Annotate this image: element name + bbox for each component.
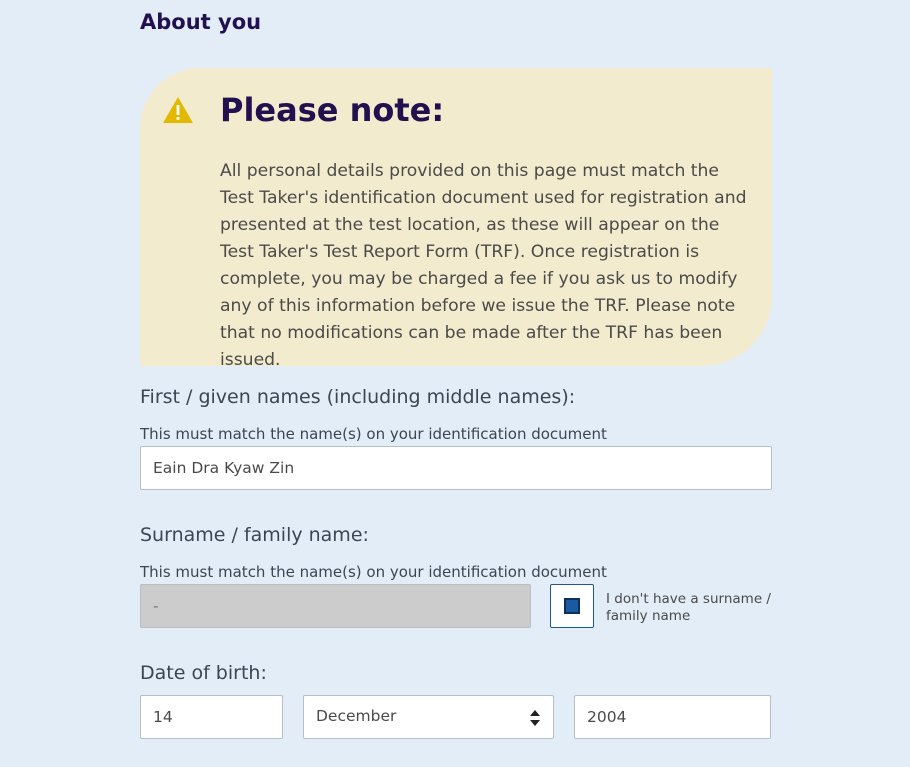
dob-month-select[interactable] bbox=[303, 695, 554, 739]
first-names-input[interactable] bbox=[140, 446, 772, 490]
notice-box bbox=[140, 68, 772, 370]
checkbox-checked-mark bbox=[564, 598, 580, 614]
first-names-hint: This must match the name(s) on your identification document bbox=[140, 425, 607, 443]
dob-label: Date of birth: bbox=[140, 662, 267, 684]
select-arrows-icon bbox=[529, 708, 541, 728]
section-heading: About you bbox=[140, 10, 262, 34]
first-names-label: First / given names (including middle names): bbox=[140, 386, 576, 408]
warning-icon bbox=[162, 96, 194, 124]
notice-title: Please note: bbox=[220, 91, 445, 129]
surname-hint: This must match the name(s) on your identification document bbox=[140, 563, 607, 581]
dob-year-input[interactable] bbox=[574, 695, 771, 739]
surname-input[interactable] bbox=[140, 584, 531, 628]
dob-month-value: December bbox=[316, 707, 397, 725]
surname-label: Surname / family name: bbox=[140, 524, 369, 546]
dob-day-input[interactable] bbox=[140, 695, 283, 739]
no-surname-checkbox-label[interactable]: I don't have a surname / family name bbox=[606, 591, 771, 624]
no-surname-checkbox[interactable] bbox=[550, 584, 594, 628]
notice-body: All personal details provided on this page must match the Test Taker's identification document used for registration and presented at the test location, as these will appear on the Test Taker's Test Report Form (TRF). Once registration is complete, you may be charged a fee if you ask us to modify any of this information before we issue the TRF. Please note that no modifications can be made after the TRF has been issued. bbox=[220, 161, 747, 370]
